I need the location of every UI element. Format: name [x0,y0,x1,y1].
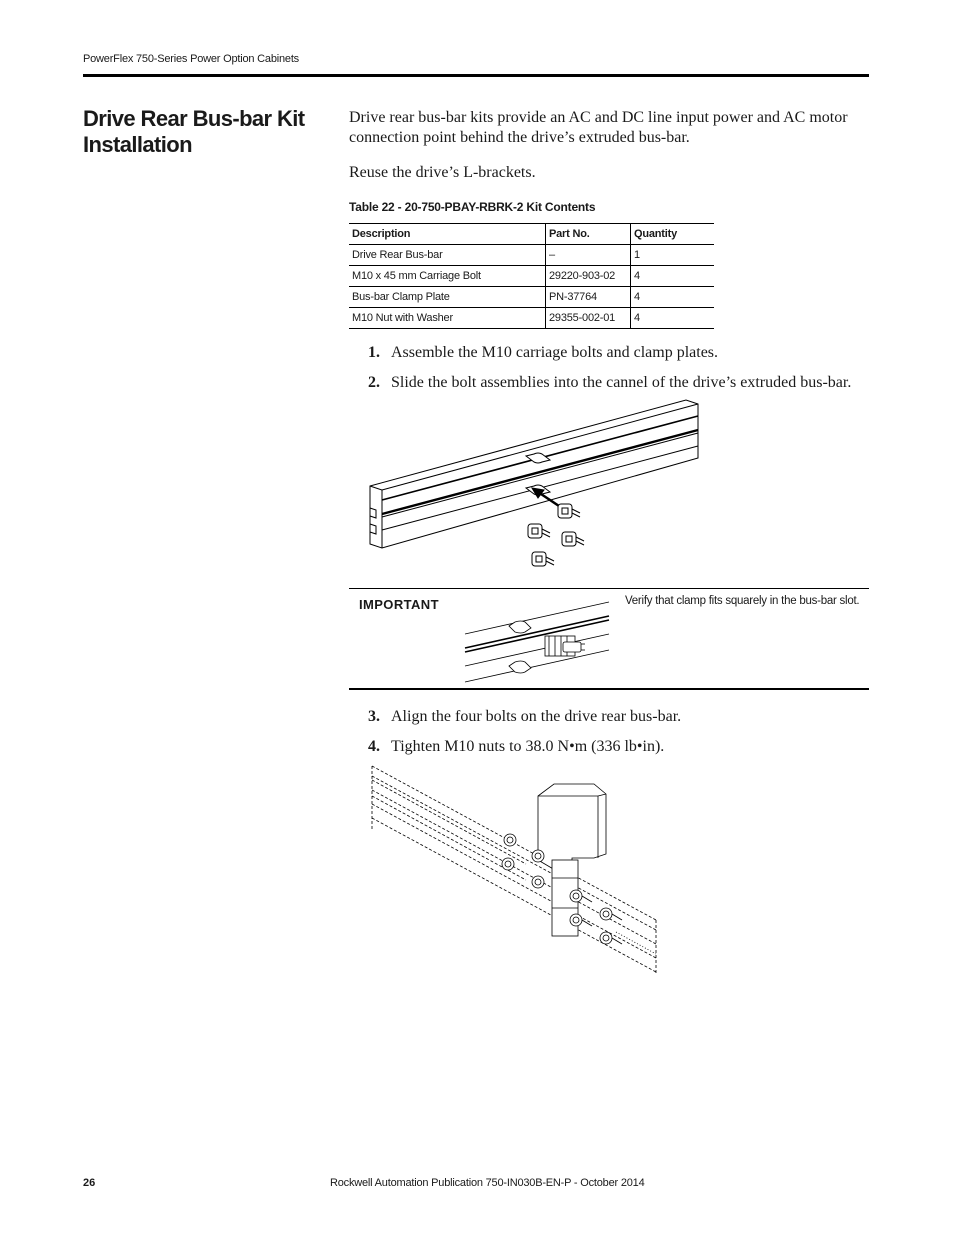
step-number: 2. [368,374,380,391]
clamp-fit-figure [463,596,611,686]
nut-icon [600,908,612,920]
step-text: Assemble the M10 carriage bolts and clamp plates. [391,344,719,361]
important-text: Verify that clamp fits squarely in the bus-bar slot. [625,595,860,607]
nut-icon [502,858,514,870]
cell-description: Drive Rear Bus-bar [349,245,546,266]
reuse-note: Reuse the drive’s L-brackets. [349,164,536,181]
column-header-description: Description [349,224,546,245]
nut-icon [504,834,516,846]
intro-paragraph: Drive rear bus-bar kits provide an AC and DC line input power and AC motor connection point behind the drive’s extruded bus-bar. [349,109,848,146]
busbar-bolt-assembly-figure [366,396,702,576]
rear-busbar-alignment-figure [366,760,666,978]
cell-part-no: – [546,245,631,266]
bolt-assembly-icon [562,532,584,546]
step-text: Align the four bolts on the drive rear bus-bar. [391,708,682,725]
cell-quantity: 4 [631,266,715,287]
step-2 [368,373,851,393]
bolt-assembly-icon [532,552,554,566]
cell-description: M10 Nut with Washer [349,308,546,329]
bolt-assembly-icon [528,524,550,538]
step-text: Tighten M10 nuts to 38.0 N•m (336 lb•in). [391,738,665,755]
nut-icon [600,932,612,944]
step-4 [368,737,664,757]
running-header: PowerFlex 750-Series Power Option Cabinets [83,53,299,65]
publication-footer: Rockwell Automation Publication 750-IN030B-EN-P - October 2014 [330,1177,645,1189]
page-number: 26 [83,1177,96,1189]
table-row [349,245,714,266]
cell-description: Bus-bar Clamp Plate [349,287,546,308]
table-row [349,308,714,329]
cell-quantity: 1 [631,245,715,266]
nut-icon [570,914,582,926]
important-top-rule [349,588,869,589]
cell-part-no: 29220-903-02 [546,266,631,287]
step-text: Slide the bolt assemblies into the cannel of the drive’s extruded bus-bar. [391,374,852,391]
table-row [349,266,714,287]
column-header-part-no: Part No. [546,224,631,245]
section-title: Drive Rear Bus-bar Kit Installation [83,106,305,157]
table-row [349,287,714,308]
step-1 [368,343,718,363]
nut-icon [570,890,582,902]
nut-icon [532,850,544,862]
cell-quantity: 4 [631,287,715,308]
step-number: 4. [368,738,380,755]
important-bottom-rule [349,688,869,690]
table-caption: Table 22 - 20-750-PBAY-RBRK-2 Kit Contents [349,200,596,214]
bolt-assembly-icon [558,504,580,518]
important-label: IMPORTANT [359,597,439,612]
cell-part-no: PN-37764 [546,287,631,308]
step-number: 3. [368,708,380,725]
header-rule [83,74,869,77]
kit-contents-table [349,223,714,329]
nut-icon [532,876,544,888]
column-header-quantity: Quantity [631,224,715,245]
step-number: 1. [368,344,380,361]
cell-description: M10 x 45 mm Carriage Bolt [349,266,546,287]
cell-quantity: 4 [631,308,715,329]
cell-part-no: 29355-002-01 [546,308,631,329]
step-3 [368,707,681,727]
table-header-row [349,224,714,245]
